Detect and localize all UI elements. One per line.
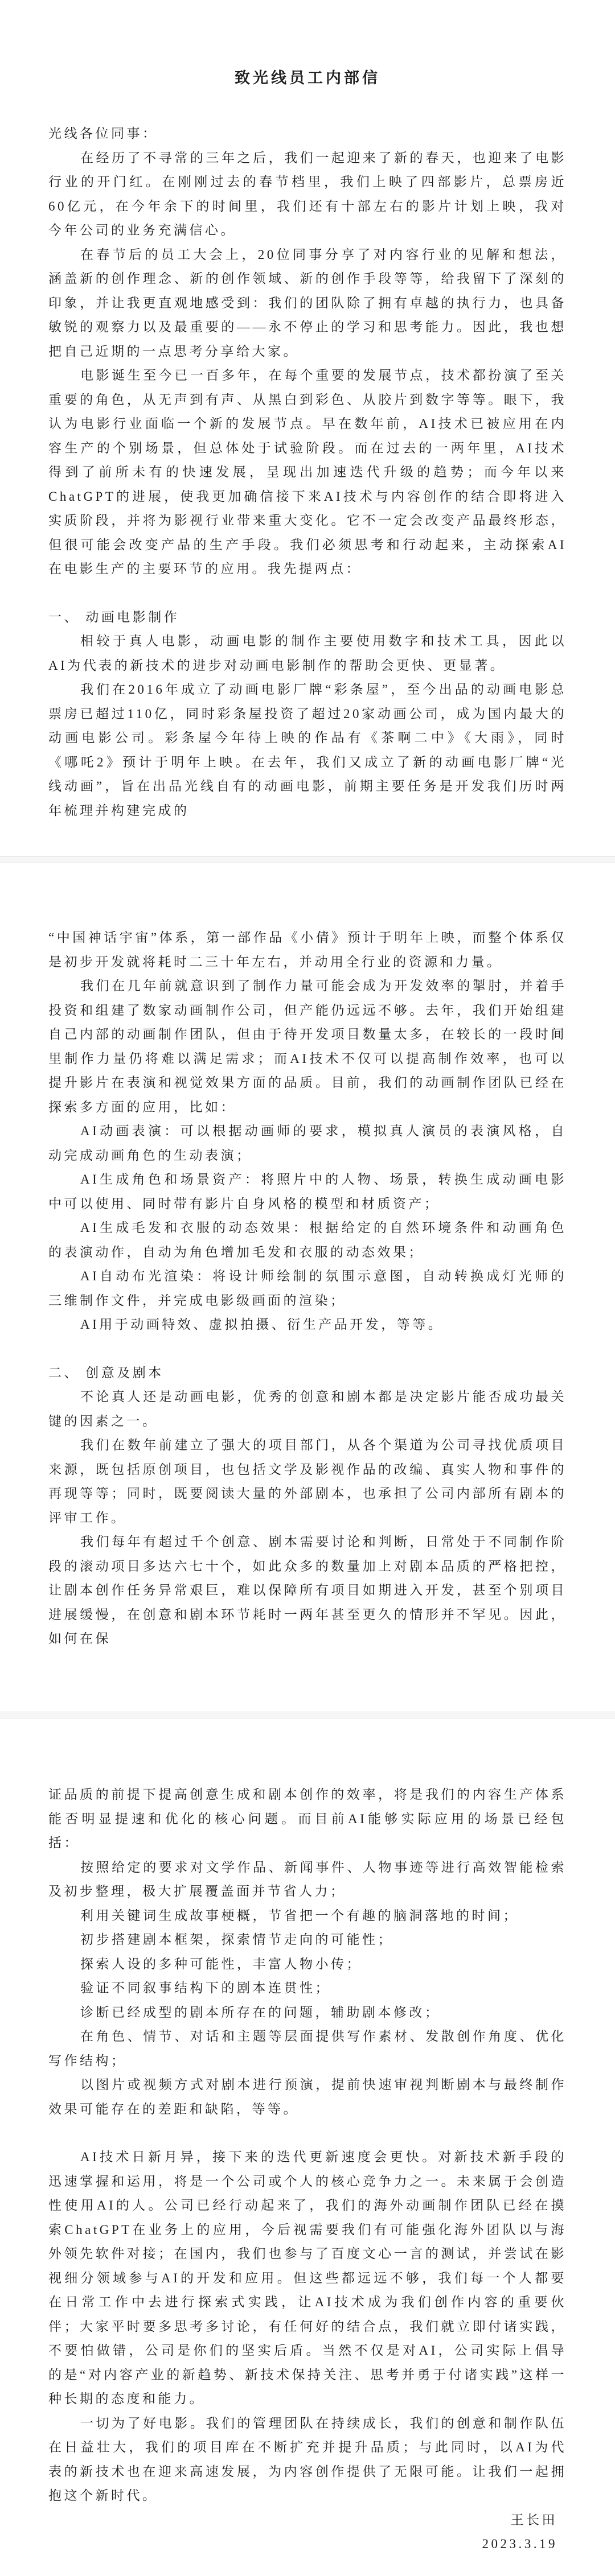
paragraph: AI动画表演：可以根据动画师的要求，模拟真人演员的表演风格，自动完成动画角色的生动表演； bbox=[48, 1124, 567, 1163]
paragraph: 证品质的前提下提高创意生成和剧本创作的效率，将是我们的内容生产体系能否明显提速和优化的核心问题。而目前AI能够实际应用的场景已经包括： bbox=[48, 1787, 567, 1850]
paragraph: 我们在数年前建立了强大的项目部门，从各个渠道为公司寻找优质项目来源，既包括原创项目，也包括文学及影视作品的改编、真实人物和事件的再现等等；同时，既要阅读大量的外部剧本，也承担了公司内部所有剧本的评审工作。 bbox=[48, 1438, 567, 1525]
doc-title: 致光线员工内部信 bbox=[235, 69, 380, 86]
paragraph: 我们每年有超过千个创意、剧本需要讨论和判断，日常处于不同制作阶段的滚动项目多达六七十个，如此众多的数量加上对剧本品质的严格把控，让剧本创作任务异常艰巨，难以保障所有项目如期进入开发，甚至个别项目进展缓慢，在创意和剧本环节耗时一两年甚至更久的情形并不罕见。因此，如何在保 bbox=[48, 1535, 567, 1646]
paragraph: “中国神话宇宙”体系，第一部作品《小倩》预计于明年上映，而整个体系仅是初步开发就将耗时二三十年左右，并动用全行业的资源和力量。 bbox=[48, 930, 567, 969]
paragraph: 按照给定的要求对文学作品、新闻事件、人物事迹等进行高效智能检索及初步整理，极大扩展覆盖面并节省人力； bbox=[48, 1860, 567, 1898]
paragraph: 我们在几年前就意识到了制作力量可能会成为开发效率的掣肘，并着手投资和组建了数家动画制作公司，但产能仍远远不够。去年，我们开始组建自己内部的动画制作团队，但由于待开发项目数量太多，在较长的一段时间里制作力量仍将难以满足需求；而AI技术不仅可以提高制作效率，也可以提升影片在表演和视觉效果方面的品质。目前，我们的动画制作团队已经在探索多方面的应用，比如： bbox=[48, 979, 567, 1114]
salutation: 光线各位同事： bbox=[48, 126, 158, 141]
section-heading: 一、 动画电影制作 bbox=[48, 609, 180, 624]
paragraph: 利用关键词生成故事梗概，节省把一个有趣的脑洞落地的时间； bbox=[80, 1908, 519, 1923]
paragraph: 初步搭建剧本框架，探索情节走向的可能性； bbox=[80, 1932, 393, 1947]
page-3 bbox=[0, 1718, 615, 2576]
paragraph: 验证不同叙事结构下的剧本连贯性； bbox=[80, 1981, 331, 1995]
paragraph: 相较于真人电影，动画电影的制作主要使用数字和技术工具，因此以AI为代表的新技术的进步对动画电影制作的帮助会更快、更显著。 bbox=[48, 634, 567, 673]
page-separator bbox=[0, 1712, 615, 1718]
signature-date: 2023.3.19 bbox=[482, 2537, 557, 2551]
paragraph: AI自动布光渲染：将设计师绘制的氛围示意图，自动转换成灯光师的三维制作文件，并完成电影级画面的渲染； bbox=[48, 1269, 567, 1308]
page-1 bbox=[0, 0, 615, 856]
paragraph: AI用于动画特效、虚拟拍摄、衍生产品开发，等等。 bbox=[80, 1317, 444, 1332]
paragraph: AI技术日新月异，接下来的迭代更新速度会更快。对新技术新手段的迅速掌握和运用，将是一个公司或个人的核心竞争力之一。未来属于会创造性使用AI的人。公司已经行动起来了，我们的海外动画制作团队已经在摸索ChatGPT在业务上的应用，今后视需要我们有可能强化海外团队以与海外领先软件对接；在国内，我们也参与了百度文心一言的测试，并尝试在影视细分领域参与AI的开发和应用。但这些都远远不够，我们每一个人都要在日常工作中去进行探索式实践，让AI技术成为我们创作内容的重要伙伴；大家平时要多思考多讨论，有任何好的结合点，我们就立即付诸实践，不要怕做错，公司是你们的坚实后盾。当然不仅是对AI，公司实际上倡导的是“对内容产业的新趋势、新技术保持关注、思考并勇于付诸实践”这样一种长期的态度和能力。 bbox=[48, 2150, 567, 2406]
paragraph: 以图片或视频方式对剧本进行预演，提前快速审视判断剧本与最终制作效果可能存在的差距和缺陷，等等。 bbox=[48, 2078, 567, 2116]
paragraph: 一切为了好电影。我们的管理团队在持续成长，我们的创意和制作队伍在日益壮大，我们的项目库在不断扩充并提升品质；与此同时，以AI为代表的新技术也在迎来高速发展，为内容创作提供了无限可能。让我们一起拥抱这个新时代。 bbox=[48, 2416, 567, 2503]
page-2 bbox=[0, 863, 615, 1712]
paragraph: 探索人设的多种可能性，丰富人物小传； bbox=[80, 1956, 362, 1971]
paragraph: 在角色、情节、对话和主题等层面提供写作素材、发散创作角度、优化写作结构； bbox=[48, 2029, 567, 2068]
paragraph: AI生成角色和场景资产：将照片中的人物、场景，转换生成动画电影中可以使用、同时带有影片自身风格的模型和材质资产； bbox=[48, 1172, 567, 1211]
paragraph: 在经历了不寻常的三年之后，我们一起迎来了新的春天，也迎来了电影行业的开门红。在刚刚过去的春节档里，我们上映了四部影片，总票房近60亿元，在今年余下的时间里，我们还有十部左右的影片计划上映，我对今年公司的业务充满信心。 bbox=[48, 150, 567, 237]
paragraph: AI生成毛发和衣服的动态效果：根据给定的自然环境条件和动画角色的表演动作，自动为角色增加毛发和衣服的动态效果； bbox=[48, 1221, 567, 1259]
signature-name: 王长田 bbox=[510, 2512, 557, 2527]
paragraph: 诊断已经成型的剧本所存在的问题，辅助剧本修改； bbox=[80, 2005, 441, 2019]
paragraph: 电影诞生至今已一百多年，在每个重要的发展节点，技术都扮演了至关重要的角色，从无声到有声、从黑白到彩色、从胶片到数字等等。眼下，我认为电影行业面临一个新的发展节点。早在数年前，AI技术已被应用在内容生产的个别场景，但总体处于试验阶段。而在过去的一两年里，AI技术得到了前所未有的快速发展，呈现出加速迭代升级的趋势；而今年以来ChatGPT的进展，使我更加确信接下来AI技术与内容创作的结合即将进入实质阶段，并将为影视行业带来重大变化。它不一定会改变产品最终形态，但很可能会改变产品的生产手段。我们必须思考和行动起来，主动探索AI在电影生产的主要环节的应用。我先提两点： bbox=[48, 368, 567, 576]
section-heading: 二、 创意及剧本 bbox=[48, 1365, 164, 1380]
paragraph: 我们在2016年成立了动画电影厂牌“彩条屋”，至今出品的动画电影总票房已超过110亿，同时彩条屋投资了超过20家动画公司，成为国内最大的动画电影公司。彩条屋今年待上映的作品有《茶啊二中》《大雨》，同时《哪吒2》预计于明年上映。在去年，我们又成立了新的动画电影厂牌“光线动画”，旨在出品光线自有的动画电影，前期主要任务是开发我们历时两年梳理并构建完成的 bbox=[48, 682, 567, 818]
page-separator bbox=[0, 856, 615, 863]
paragraph: 不论真人还是动画电影，优秀的创意和剧本都是决定影片能否成功最关键的因素之一。 bbox=[48, 1390, 567, 1428]
paragraph: 在春节后的员工大会上，20位同事分享了对内容行业的见解和想法，涵盖新的创作理念、新的创作领域、新的创作手段等等，给我留下了深刻的印象，并让我更直观地感受到：我们的团队除了拥有卓越的执行力，也具备敏锐的观察力以及最重要的——永不停止的学习和思考能力。因此，我也想把自己近期的一点思考分享给大家。 bbox=[48, 247, 567, 358]
